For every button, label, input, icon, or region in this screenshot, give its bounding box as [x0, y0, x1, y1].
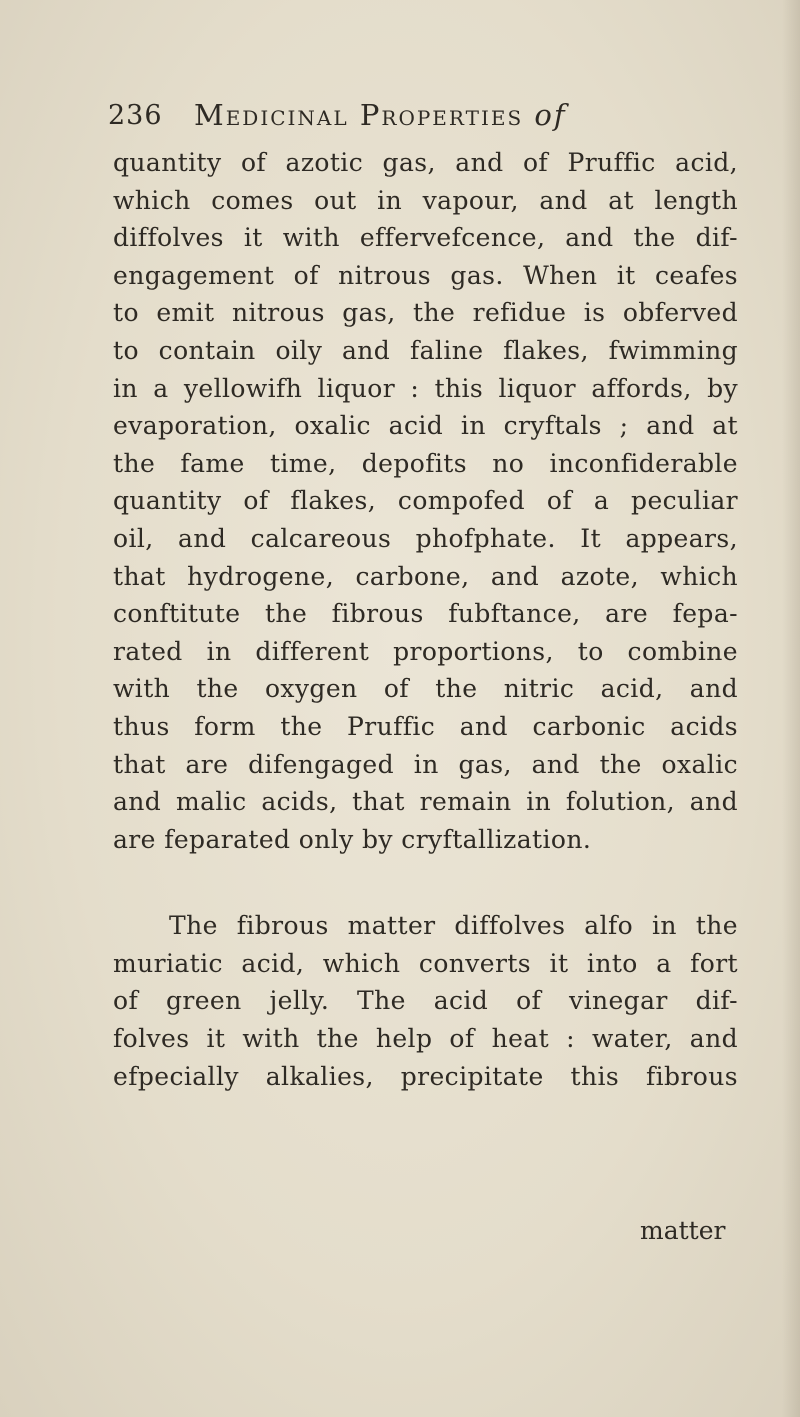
- text-line: are feparated only by cryftallization.: [113, 824, 592, 854]
- text-line: with the oxygen of the nitric acid, and: [113, 674, 738, 704]
- text-line: muriatic acid, which converts it into a fort: [113, 948, 738, 978]
- text-line: the fame time, depofits no inconfiderable: [113, 448, 738, 478]
- catchword: matter: [640, 1216, 726, 1245]
- text-line: to emit nitrous gas, the refidue is obferved: [113, 298, 738, 328]
- paragraph-1: [113, 144, 738, 858]
- text-line: that are difengaged in gas, and the oxalic: [113, 749, 738, 779]
- text-line: evaporation, oxalic acid in cryftals ; and at: [113, 411, 738, 441]
- text-line: to contain oily and faline flakes, fwimming: [113, 335, 738, 365]
- running-title-of: of: [534, 98, 567, 132]
- page-number: 236: [108, 100, 163, 131]
- text-line: The fibrous matter diffolves alfo in the: [169, 911, 738, 941]
- paragraph-gap: [113, 858, 738, 907]
- paragraph-2: [113, 907, 738, 1095]
- text-line: in a yellowifh liquor : this liquor affords, by: [113, 373, 738, 403]
- text-line: thus form the Pruffic and carbonic acids: [113, 711, 738, 741]
- text-line: which comes out in vapour, and at length: [113, 185, 738, 215]
- text-line: engagement of nitrous gas. When it ceafes: [113, 260, 738, 290]
- text-line: quantity of azotic gas, and of Pruffic acid,: [113, 148, 738, 177]
- text-line: of green jelly. The acid of vinegar dif-: [113, 986, 738, 1016]
- text-line: efpecially alkalies, precipitate this fibrous: [113, 1061, 738, 1091]
- text-line: that hydrogene, carbone, and azote, which: [113, 561, 738, 591]
- body-text: [113, 144, 738, 1095]
- text-line: folves it with the help of heat : water, and: [113, 1024, 738, 1054]
- page-spine-shadow: [782, 0, 800, 1417]
- text-line: and malic acids, that remain in folution, and: [113, 787, 738, 817]
- text-line: conftitute the fibrous fubftance, are fepa-: [113, 599, 738, 629]
- running-header: [108, 98, 728, 138]
- text-line: rated in different proportions, to combine: [113, 636, 738, 666]
- text-line: oil, and calcareous phofphate. It appears,: [113, 523, 738, 553]
- text-line: quantity of flakes, compofed of a peculiar: [113, 486, 738, 516]
- running-title: [194, 98, 567, 132]
- text-line: diffolves it with effervefcence, and the dif-: [113, 223, 738, 253]
- running-title-text: Medicinal Properties: [194, 98, 524, 132]
